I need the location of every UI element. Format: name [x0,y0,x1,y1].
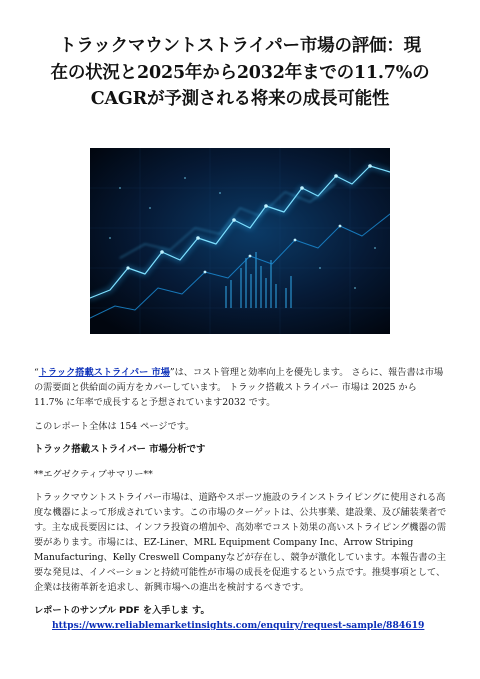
analysis-heading: トラック搭載ストライパー 市場分析です [34,444,206,455]
sample-request-link[interactable]: https://www.reliablemarketinsights.com/enquiry/request-sample/884619 [52,620,425,631]
summary-paragraph: トラックマウントストライパー市場は、道路やスポーツ施設のラインストライピングに使用される高度な機器によって形成されています。この市場のターゲットは、公共事業、建設業、及び舗装業者です。主な成長要因には、インフラ投資の増加や、高効率でコスト効果の高いストライピング機器の需要があります。市場には、EZ-Liner、MRL Equipment Company Inc、Arrow Striping Manufacturing、Kelly Creswell Companyなどが存在し、競争が激化しています。本報告書の主要な発見は、イノベーションと持続可能性が市場の成長を促進するという点です。推奨事項として、企業は技術革新を追求し、新興市場への進出を検討するべきです。 [34,492,447,593]
hero-chart-image [90,148,390,334]
market-link[interactable]: トラック搭載ストライパー 市場 [38,367,170,378]
page-title [30,33,450,113]
intro-text: ”は、コスト管理と効率向上を優先します。 さらに、報告書は市場の需要面と供給面の両方をカバーしています。 トラック搭載ストライパー 市場は 2025 から 11.7% に年率で成長すると予想されています2032 です。 [34,367,444,408]
open-quote: “ [34,367,39,378]
title-line-3: CAGRが予測される将来の成長可能性 [90,89,390,109]
financial-chart-image-icon [90,148,390,334]
executive-summary-label: **エグゼクティブサマリー** [34,469,153,480]
sample-pdf-label: レポートのサンプル PDF を入手しま す。 [34,605,210,616]
page-count-text: このレポート全体は 154 ページです。 [34,421,195,432]
title-line-2: 在の状況と2025年から2032年までの11.7%の [50,62,430,83]
intro-paragraph [34,365,448,410]
title-line-1: トラックマウントストライパー市場の評価：現 [59,36,421,56]
